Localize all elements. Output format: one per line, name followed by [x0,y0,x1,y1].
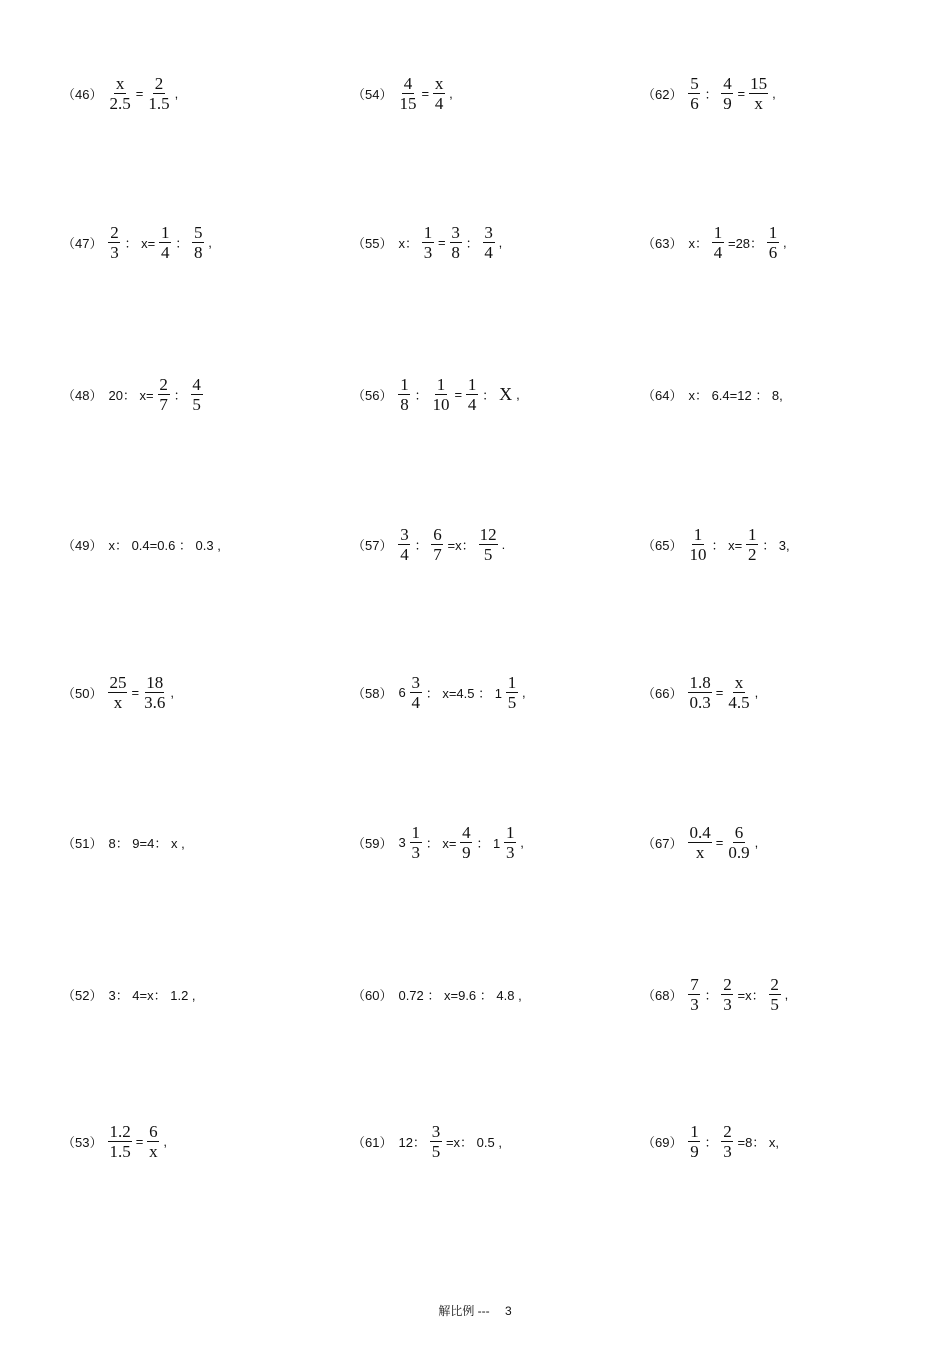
numerator: 2 [110,222,119,242]
numerator: 2 [154,73,164,93]
numerator: 1 [400,374,409,394]
equation-text: , [516,386,520,402]
denominator: x [695,842,705,862]
problem-item [62,63,180,123]
denominator: 0.3 [689,692,711,712]
fraction [727,674,750,711]
denominator: 2.5 [109,93,131,113]
fraction [191,376,203,413]
denominator: 4 [713,242,723,262]
numerator: 1 [747,524,757,544]
numerator: 7 [690,974,699,994]
denominator: 4.5 [728,692,750,712]
problem-item [642,812,760,872]
equation-text: , [163,1133,167,1149]
numerator: 18 [146,672,164,692]
numerator: 4 [403,73,413,93]
equation-text: 3： 4=x： 1.2 , [108,987,196,1003]
problem-item [62,364,205,424]
problem-item [642,364,785,424]
denominator: 4 [484,242,493,262]
fraction [688,1123,700,1160]
equation-text: ： x= [124,235,156,251]
denominator: 15 [399,93,417,113]
equation-text: ： [173,387,187,403]
numerator: 3 [484,222,493,242]
problem-number: （67） [642,835,683,851]
fraction [727,824,750,861]
problem-item [62,514,223,574]
denominator: 3 [110,242,119,262]
fraction [108,224,120,261]
numerator: 5 [193,222,203,242]
equation-text: ： 3, [762,537,790,553]
denominator: 5 [507,692,517,712]
equation-text: ： x= [711,537,743,553]
equation-text: ： [465,235,479,251]
denominator: 8 [193,242,203,262]
problem-item [62,212,214,272]
fraction [450,224,462,261]
denominator: 6 [768,242,778,262]
numerator: x [115,73,125,93]
problem-number: （61） [352,1134,393,1150]
equation-text: ： [704,987,718,1003]
numerator: 2 [159,374,168,394]
fraction [108,75,131,112]
equation-text: = [131,684,140,700]
numerator: 5 [690,73,699,93]
denominator: 0.9 [728,842,750,862]
denominator: 8 [400,394,409,414]
denominator: 4 [467,394,477,414]
equation-text: =x： [737,987,765,1003]
equation-text: =x： 0.5 , [445,1134,502,1150]
numerator: 1 [411,822,420,842]
equation-text: = [135,1133,144,1149]
denominator: x [149,1141,158,1161]
problem-number: （62） [642,86,683,102]
problem-number: （47） [62,235,103,251]
problem-item [642,212,789,272]
equation-text: =x： [447,537,475,553]
equation-text: x： [398,235,418,251]
denominator: 5 [192,394,201,414]
equation-text: x： 6.4=12 ： 8, [688,387,783,403]
fraction [108,1123,131,1160]
numerator: 12 [479,524,497,544]
equation-text: 8： 9=4： x , [108,835,185,851]
denominator: x [113,692,123,712]
equation-text: , [754,684,759,700]
fraction [460,824,472,861]
problem-number: （57） [352,537,393,553]
problem-number: （46） [62,86,103,102]
equation-text: = [135,85,144,101]
problem-item [352,1111,504,1171]
fraction [147,75,170,112]
denominator: 5 [483,544,493,564]
fraction [721,976,733,1013]
problem-number: （65） [642,537,683,553]
denominator: 4 [160,242,170,262]
numerator: 6 [734,822,744,842]
fraction [721,75,733,112]
problem-item [352,63,455,123]
numerator: 1 [768,222,778,242]
fraction [712,224,724,261]
problem-number: （48） [62,387,103,403]
fraction [688,526,707,563]
unknown-variable: X [499,383,513,404]
numerator: 1 [436,374,446,394]
numerator: 4 [723,73,732,93]
denominator: 3 [423,242,433,262]
equation-text: , [208,234,212,250]
denominator: 8 [451,242,460,262]
numerator: 1.2 [109,1121,131,1141]
problem-item [642,63,778,123]
problem-item [642,514,792,574]
denominator: 2 [747,544,757,564]
fraction [433,75,445,112]
equation-text: =8： x, [737,1134,780,1150]
problem-item [352,212,504,272]
denominator: 3 [411,842,420,862]
problem-item [352,812,526,872]
fraction [749,75,768,112]
denominator: 4 [434,93,444,113]
problem-item [642,1111,781,1171]
problem-item [352,662,528,722]
fraction [721,1123,733,1160]
problem-item [62,812,187,872]
equation-text: , [520,834,524,850]
fraction [431,526,443,563]
equation-text: , [772,85,776,101]
equation-text: , [449,85,453,101]
denominator: 4 [411,692,420,712]
problem-number: （55） [352,235,393,251]
equation-text: 20： x= [108,387,154,403]
fraction [410,824,422,861]
numerator: 1 [713,222,723,242]
denominator: x [754,93,763,113]
equation-text: , [754,834,759,850]
fraction [479,526,498,563]
denominator: 3 [506,842,515,862]
equation-text: 6 [398,684,406,700]
fraction [504,824,516,861]
equation-text: =28： [727,235,764,251]
equation-text: = [715,684,724,700]
equation-text: = [454,386,463,402]
problem-item [642,662,760,722]
problem-number: （66） [642,685,683,701]
fraction [398,75,417,112]
denominator: 5 [770,994,779,1014]
fraction [422,224,434,261]
numerator: 0.4 [689,822,711,842]
numerator: x [434,73,444,93]
equation-text: , [174,85,179,101]
fraction [466,376,478,413]
numerator: 1 [693,524,703,544]
fraction [688,824,711,861]
fraction [431,376,450,413]
numerator: 6 [149,1121,158,1141]
denominator: 5 [431,1141,441,1161]
problem-number: （59） [352,835,393,851]
problem-number: （51） [62,835,103,851]
equation-text: ： [704,86,718,102]
fraction [769,976,781,1013]
fraction [688,976,700,1013]
fraction [688,75,700,112]
equation-text: ： [482,387,496,403]
fraction [430,1123,442,1160]
equation-text: , [784,986,789,1002]
numerator: 1 [507,672,517,692]
numerator: 2 [723,1121,732,1141]
equation-text: 3 [398,834,406,850]
problem-number: （54） [352,86,393,102]
fraction [746,526,758,563]
equation-text: , [170,684,174,700]
problem-item [352,364,522,424]
problem-item [62,964,198,1024]
denominator: 3 [723,1141,732,1161]
numerator: 1 [160,222,170,242]
equation-text: . [501,536,506,552]
numerator: 6 [433,524,442,544]
equation-text: ： x= [425,835,457,851]
equation-text: 0.72 ： x=9.6 ： 4.8 , [398,987,522,1003]
numerator: 1 [690,1121,699,1141]
fraction [158,376,170,413]
equation-text: x： [688,235,708,251]
denominator: 1.5 [148,93,170,113]
denominator: 10 [689,544,707,564]
problem-item [62,1111,169,1171]
denominator: 9 [723,93,732,113]
problem-number: （53） [62,1134,103,1150]
problem-number: （56） [352,387,393,403]
equation-text: 12： [398,1134,426,1150]
fraction [483,224,495,261]
problem-item [352,514,507,574]
problem-item [642,964,790,1024]
problem-item [62,662,176,722]
equation-text: , [783,234,787,250]
denominator: 3 [690,994,699,1014]
equation-text: = [421,85,430,101]
equation-text: = [737,85,746,101]
fraction [192,224,204,261]
denominator: 4 [400,544,409,564]
equation-text: ： 1 [476,835,501,851]
equation-text: = [437,234,446,250]
problem-number: （52） [62,987,103,1003]
page-number: 3 [504,1304,512,1318]
problem-number: （68） [642,987,683,1003]
equation-text: ： [414,387,428,403]
denominator: 10 [432,394,450,414]
fraction [767,224,779,261]
problem-number: （64） [642,387,683,403]
problem-number: （49） [62,537,103,553]
numerator: 4 [192,374,201,394]
equation-text: , [498,234,503,250]
numerator: 1 [506,822,515,842]
equation-text: x： 0.4=0.6 ： 0.3 , [108,537,221,553]
denominator: 1.5 [109,1141,131,1161]
equation-text: ： x=4.5 ： 1 [425,685,502,701]
fraction [398,526,410,563]
problem-number: （60） [352,987,393,1003]
numerator: 15 [750,73,768,93]
fraction [143,674,166,711]
problem-number: （69） [642,1134,683,1150]
numerator: 1.8 [689,672,711,692]
page-footer [0,1302,950,1319]
equation-text: , [521,684,526,700]
numerator: 25 [109,672,127,692]
denominator: 6 [690,93,699,113]
problem-number: （63） [642,235,683,251]
fraction [159,224,171,261]
denominator: 9 [462,842,471,862]
problem-number: （50） [62,685,103,701]
problem-number: （58） [352,685,393,701]
fraction [506,674,518,711]
numerator: 2 [770,974,779,994]
fraction [147,1123,159,1160]
numerator: 3 [400,524,409,544]
denominator: 7 [159,394,168,414]
fraction [410,674,422,711]
equation-text: = [715,834,724,850]
denominator: 9 [690,1141,699,1161]
numerator: 3 [451,222,460,242]
equation-text: ： [175,235,189,251]
numerator: 1 [467,374,477,394]
numerator: x [734,672,744,692]
fraction [398,376,410,413]
denominator: 7 [433,544,442,564]
denominator: 3.6 [144,692,166,712]
equation-text: ： [414,537,428,553]
numerator: 4 [462,822,471,842]
numerator: 3 [431,1121,441,1141]
problem-item [352,964,524,1024]
numerator: 1 [423,222,433,242]
fraction [688,674,711,711]
fraction [108,674,127,711]
denominator: 3 [723,994,732,1014]
footer-label: 解比例 --- [438,1304,490,1318]
numerator: 3 [411,672,420,692]
numerator: 2 [723,974,732,994]
equation-text: ： [704,1134,718,1150]
